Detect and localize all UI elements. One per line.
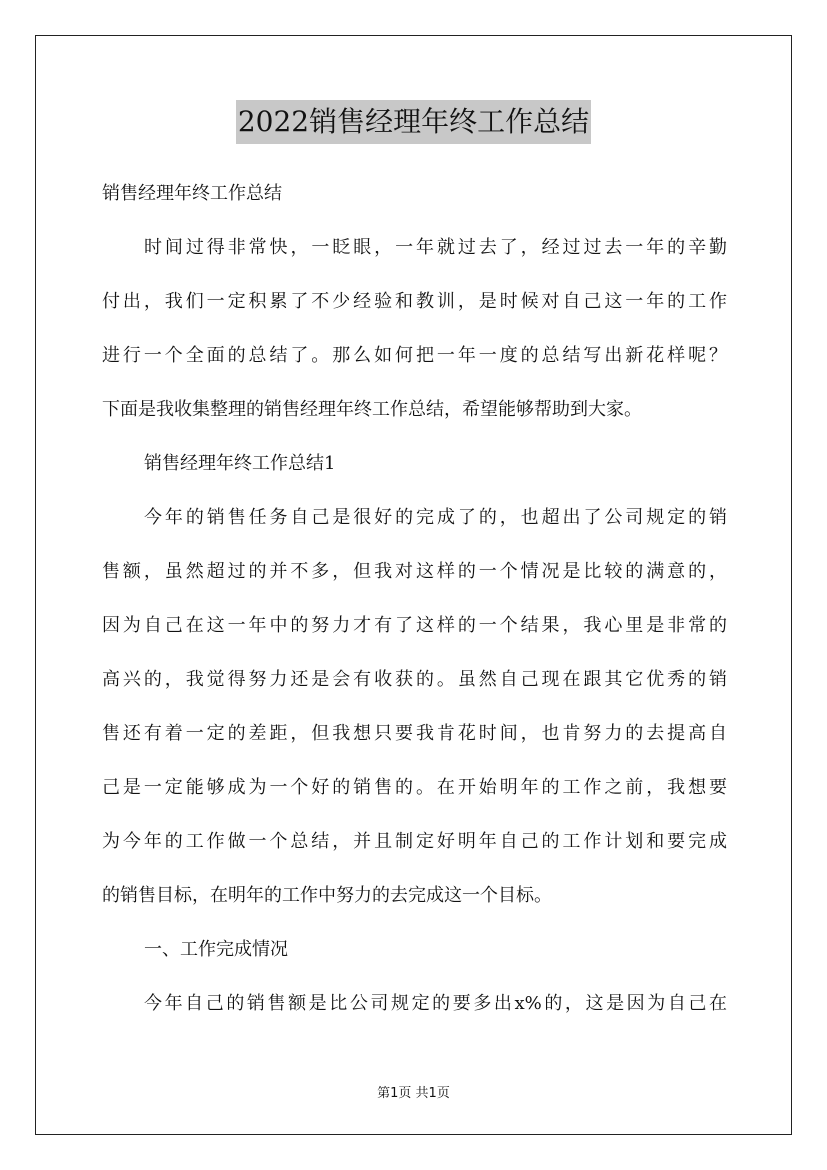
page-footer: 第1页 共1页	[377, 1086, 450, 1101]
document-title: 2022销售经理年终工作总结	[236, 100, 591, 144]
body-line: 售还有着一定的差距，但我想只要我肯花时间，也肯努力的去提高自	[102, 723, 727, 744]
intro-line: 时间过得非常快，一眨眼，一年就过去了，经过过去一年的辛勤	[144, 237, 727, 258]
body-line: 的销售目标，在明年的工作中努力的去完成这一个目标。	[102, 885, 552, 906]
intro-line: 进行一个全面的总结了。那么如何把一年一度的总结写出新花样呢？	[102, 345, 727, 366]
body-line: 己是一定能够成为一个好的销售的。在开始明年的工作之前，我想要	[102, 777, 727, 798]
body-line: 售额，虽然超过的并不多，但我对这样的一个情况是比较的满意的，	[102, 561, 727, 582]
title-area	[0, 100, 827, 144]
body-line: 高兴的，我觉得努力还是会有收获的。虽然自己现在跟其它优秀的销	[102, 669, 727, 690]
body-line: 今年的销售任务自己是很好的完成了的，也超出了公司规定的销	[144, 507, 727, 528]
document-body	[102, 176, 727, 1022]
body-line: 因为自己在这一年中的努力才有了这样的一个结果，我心里是非常的	[102, 615, 727, 636]
subheading: 一、工作完成情况	[144, 939, 288, 960]
document-subtitle: 销售经理年终工作总结	[102, 183, 282, 204]
body-line: 今年自己的销售额是比公司规定的要多出x%的，这是因为自己在	[144, 993, 727, 1014]
body-line: 为今年的工作做一个总结，并且制定好明年自己的工作计划和要完成	[102, 831, 727, 852]
intro-line: 下面是我收集整理的销售经理年终工作总结，希望能够帮助到大家。	[102, 399, 642, 420]
section-heading: 销售经理年终工作总结1	[144, 453, 336, 474]
intro-line: 付出，我们一定积累了不少经验和教训，是时候对自己这一年的工作	[102, 291, 727, 312]
